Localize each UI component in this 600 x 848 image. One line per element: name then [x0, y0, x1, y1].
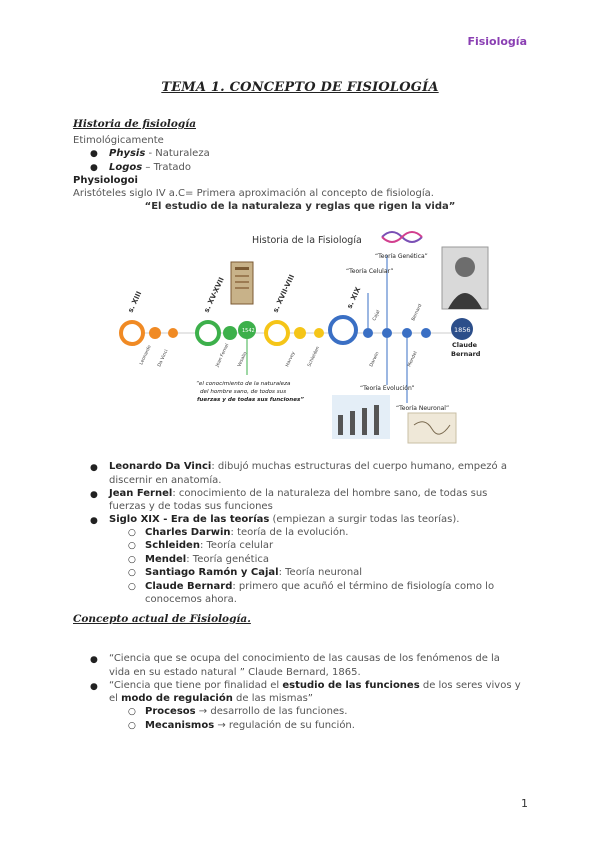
- sub-bullet-bernard-cont: conocemos ahora.: [145, 594, 237, 605]
- concepto-bullet-2-cont: el modo de regulación de las mismas”: [109, 693, 313, 704]
- fernel-quote-1: “el conocimiento de la naturaleza: [196, 381, 291, 387]
- sub-bullet-bernard: Claude Bernard: primero que acuñó el término de fisiología como lo: [145, 581, 495, 592]
- dot-blue-1: [363, 328, 373, 338]
- small-label-g: Darwin: [369, 351, 381, 368]
- label-s1718: s. XVII-VIII: [271, 273, 297, 314]
- bullet-dot: ●: [90, 490, 98, 500]
- sub-bullet-circle: ○: [128, 555, 136, 565]
- dot-orange: [149, 327, 161, 339]
- year-tag: 1542: [242, 328, 255, 334]
- sub-bullet-circle: ○: [128, 582, 136, 592]
- sub-bullet-circle: ○: [128, 528, 136, 538]
- logos-term: Logos: [109, 162, 143, 173]
- concepto-bullet-1: “Ciencia que se ocupa del conocimiento de las causas de los fenómenos de la: [109, 653, 500, 664]
- logos-line: [109, 162, 191, 173]
- dot-blue-2: [382, 328, 392, 338]
- small-label-h: Mendel: [407, 350, 419, 368]
- fernel-quote-3: fuerzas y de todas sus funciones”: [197, 397, 304, 403]
- bullet-dot: ●: [90, 149, 98, 159]
- dot-yellow: [294, 327, 306, 339]
- bullet-fernel-cont: fuerzas y de todas sus funciones: [109, 501, 273, 512]
- sub-bullet-cajal: Santiago Ramón y Cajal: Teoría neuronal: [145, 567, 363, 578]
- small-label-c: Jean Fernel: [215, 343, 231, 368]
- page-number: 1: [521, 797, 528, 810]
- small-label-b: Da Vinci: [157, 348, 170, 368]
- bullet-dot: ●: [90, 655, 98, 665]
- dot-orange-small: [168, 328, 178, 338]
- bullet-dot: ●: [90, 516, 98, 526]
- physis-line: [109, 148, 210, 159]
- circle-s13: [121, 322, 143, 344]
- sub-bullet-procesos: Procesos → desarrollo de las funciones.: [145, 706, 348, 717]
- label-teoria-neuronal: “Teoría Neuronal”: [396, 405, 450, 412]
- concepto-bullet-2: “Ciencia que tiene por finalidad el estudio de las funciones de los seres vivos y: [109, 680, 521, 691]
- physiologoi-label: Physiologoi: [73, 175, 138, 186]
- subject-header: Fisiología: [467, 35, 527, 48]
- history-timeline-figure: [110, 225, 490, 450]
- dot-blue-4: [421, 328, 431, 338]
- bullet-davinci-cont: discernir en anatomía.: [109, 475, 222, 486]
- label-teoria-evolucion: “Teoría Evolución”: [360, 385, 415, 392]
- logos-def: – Tratado: [142, 162, 191, 173]
- bullet-dot: ●: [90, 463, 98, 473]
- claude-label-2: Bernard: [451, 350, 481, 358]
- concepto-bullet-1-cont: vida en su estado natural ” Claude Bernard, 1865.: [109, 667, 361, 678]
- physis-term: Physis: [109, 148, 146, 159]
- claude-bernard-portrait: [442, 247, 488, 309]
- dna-icon: [382, 232, 422, 242]
- label-s1517: s. XV-XVII: [202, 276, 226, 314]
- small-label-a: Leonardo: [139, 344, 153, 366]
- page-title: TEMA 1. CONCEPTO DE FISIOLOGÍA: [161, 80, 439, 95]
- bullet-dot: ●: [90, 163, 98, 173]
- figure-title: Historia de la Fisiología: [252, 235, 362, 246]
- section-heading-historia: Historia de fisiología: [73, 118, 196, 130]
- book-image: [231, 262, 253, 304]
- year-1856: 1856: [454, 326, 471, 334]
- sub-bullet-mendel: Mendel: Teoría genética: [145, 554, 269, 565]
- label-teoria-genetica: “Teoría Genética”: [375, 253, 428, 260]
- neuron-drawing-image: [408, 413, 456, 443]
- label-s19: s. XIX: [345, 285, 363, 310]
- sub-bullet-circle: ○: [128, 721, 136, 731]
- dot-blue-3: [402, 328, 412, 338]
- small-label-f: Schleiden: [307, 345, 322, 368]
- fernel-quote-2: del hombre sano, de todos sus: [200, 389, 287, 395]
- circle-s1718: [266, 322, 288, 344]
- small-label-j: Bernard: [411, 303, 424, 322]
- sub-bullet-circle: ○: [128, 541, 136, 551]
- evolution-image: [332, 395, 390, 439]
- bullet-siglo-xix: Siglo XIX - Era de las teorías (empiezan a surgir todas las teorías).: [109, 514, 460, 525]
- claude-label-1: Claude: [452, 341, 478, 349]
- timeline-svg: [110, 225, 490, 450]
- circle-s1517: [197, 322, 219, 344]
- sub-bullet-schleiden: Schleiden: Teoría celular: [145, 540, 274, 551]
- physis-def: - Naturaleza: [145, 148, 210, 159]
- bullet-dot: ●: [90, 682, 98, 692]
- aristoteles-line: Aristóteles siglo IV a.C= Primera aproximación al concepto de fisiología.: [73, 188, 434, 199]
- small-label-i: Cajal: [372, 309, 382, 322]
- bullet-davinci: Leonardo Da Vinci: dibujó muchas estructuras del cuerpo humano, empezó a: [109, 461, 507, 472]
- etimologia-label: Etimológicamente: [73, 135, 164, 146]
- section-heading-concepto: Concepto actual de Fisiología.: [73, 613, 251, 625]
- definition-quote: “El estudio de la naturaleza y reglas que rigen la vida”: [144, 201, 456, 212]
- dot-yellow-small: [314, 328, 324, 338]
- circle-s19: [330, 317, 356, 343]
- dot-green: [223, 326, 237, 340]
- small-label-d: Vesalio: [237, 351, 249, 368]
- sub-bullet-circle: ○: [128, 707, 136, 717]
- sub-bullet-mecanismos: Mecanismos → regulación de su función.: [145, 720, 355, 731]
- sub-bullet-darwin: Charles Darwin: teoría de la evolución.: [145, 527, 349, 538]
- small-label-e: Harvey: [285, 351, 297, 368]
- bullet-fernel: Jean Fernel: conocimiento de la naturaleza del hombre sano, de todas sus: [109, 488, 488, 499]
- sub-bullet-circle: ○: [128, 568, 136, 578]
- label-s13: s. XIII: [126, 290, 144, 314]
- label-teoria-celular: “Teoría Celular”: [346, 268, 394, 275]
